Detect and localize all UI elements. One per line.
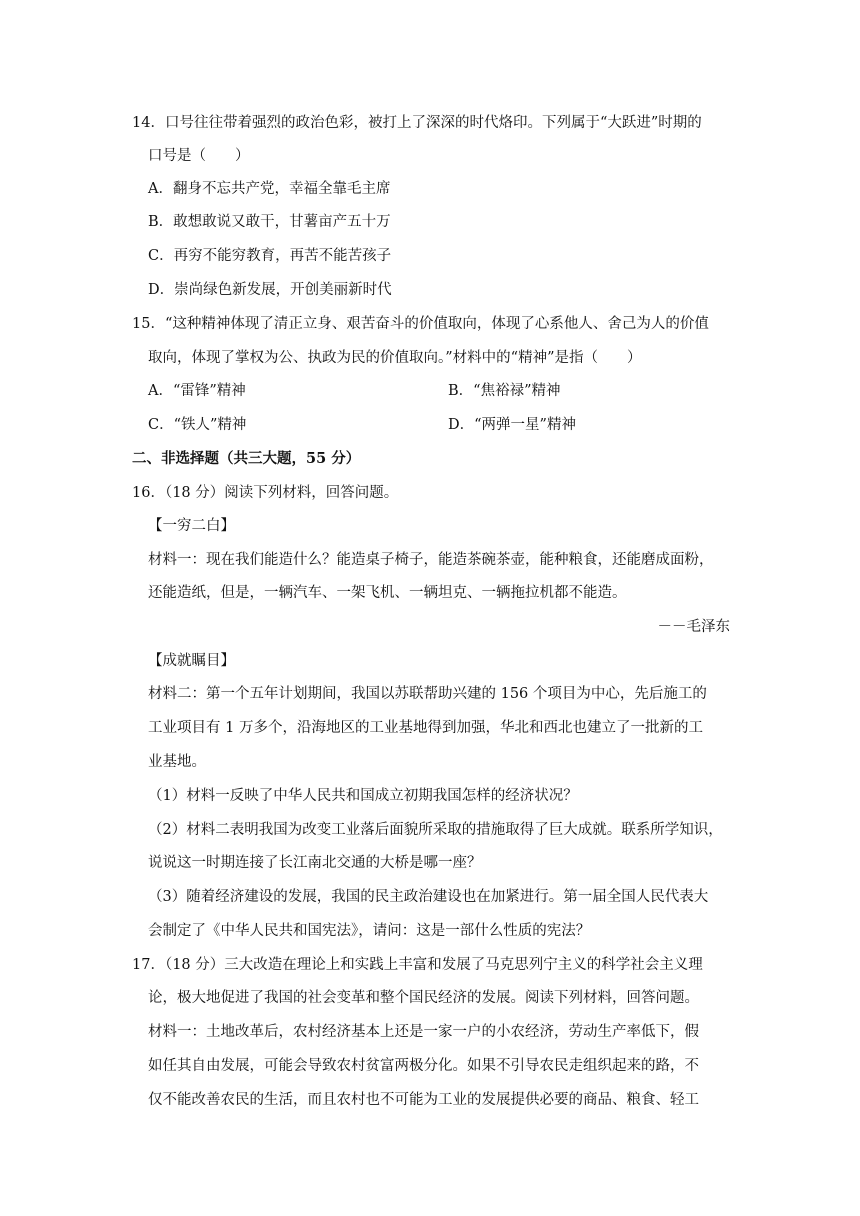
- q15-stem-line1: 15．“这种精神体现了清正立身、艰苦奋斗的价值取向，体现了心系他人、舍己为人的价值: [132, 316, 709, 332]
- q16-sub2-line1: （2）材料二表明我国为改变工业落后面貌所采取的措施取得了巨大成就。联系所学知识，: [148, 822, 723, 838]
- q15-option-c: C．“铁人”精神: [148, 417, 247, 433]
- q15-option-d: D．“两弹一星”精神: [448, 417, 576, 433]
- q16-sub1: （1）材料一反映了中华人民共和国成立初期我国怎样的经济状况？: [148, 788, 578, 804]
- q14-stem-line2: 口号是（ ）: [148, 148, 250, 164]
- q14-option-b: B．敢想敢说又敢干，甘薯亩产五十万: [148, 214, 391, 230]
- q14-option-a: A．翻身不忘共产党，幸福全靠毛主席: [148, 181, 391, 197]
- q16-attribution: －－毛泽东: [657, 619, 730, 635]
- q15-option-a: A．“雷锋”精神: [148, 383, 246, 399]
- q14-option-d: D．崇尚绿色新发展，开创美丽新时代: [148, 282, 392, 298]
- q16-sub2-line2: 说说这一时期连接了长江南北交通的大桥是哪一座？: [148, 855, 482, 871]
- q16-material2-line3: 业基地。: [148, 754, 206, 770]
- q16-material1-line2: 还能造纸，但是，一辆汽车、一架飞机、一辆坦克、一辆拖拉机都不能造。: [148, 585, 627, 601]
- q17-material1-line2: 如任其自由发展，可能会导致农村贫富两极分化。如果不引导农民走组织起来的路，不: [148, 1058, 699, 1074]
- q15-stem-line2: 取向，体现了掌权为公、执政为民的价值取向。”材料中的“精神”是指（ ）: [148, 350, 642, 366]
- q16-stem: 16．（18 分）阅读下列材料，回答问题。: [132, 485, 399, 501]
- q16-sub3-line2: 会制定了《中华人民共和国宪法》，请问：这是一部什么性质的宪法？: [148, 923, 591, 939]
- q17-stem-line1: 17．（18 分）三大改造在理论上和实践上丰富和发展了马克思列宁主义的科学社会主义理: [132, 957, 703, 973]
- q16-material2-line1: 材料二：第一个五年计划期间，我国以苏联帮助兴建的 156 个项目为中心，先后施工的: [148, 686, 707, 702]
- section-title: 二、非选择题（共三大题，55 分）: [132, 450, 361, 467]
- q16-heading-1: 【一穷二白】: [148, 518, 235, 534]
- q14-stem-line1: 14．口号往往带着强烈的政治色彩，被打上了深深的时代烙印。下列属于“大跃进”时期的: [132, 115, 702, 131]
- q17-material1-line1: 材料一：土地改革后，农村经济基本上还是一家一户的小农经济，劳动生产率低下，假: [148, 1024, 699, 1040]
- q17-stem-line2: 论，极大地促进了我国的社会变革和整个国民经济的发展。阅读下列材料，回答问题。: [148, 990, 699, 1006]
- q15-option-b: B．“焦裕禄”精神: [448, 383, 561, 399]
- q16-heading-2: 【成就瞩目】: [148, 653, 235, 669]
- q16-material1-line1: 材料一：现在我们能造什么？能造桌子椅子，能造茶碗茶壶，能种粮食，还能磨成面粉，: [148, 552, 714, 568]
- q17-material1-line3: 仅不能改善农民的生活，而且农村也不可能为工业的发展提供必要的商品、粮食、轻工: [148, 1092, 699, 1108]
- q16-material2-line2: 工业项目有 1 万多个，沿海地区的工业基地得到加强，华北和西北也建立了一批新的工: [148, 720, 703, 736]
- q16-sub3-line1: （3）随着经济建设的发展，我国的民主政治建设也在加紧进行。第一届全国人民代表大: [148, 889, 709, 905]
- q14-option-c: C．再穷不能穷教育，再苦不能苦孩子: [148, 248, 392, 264]
